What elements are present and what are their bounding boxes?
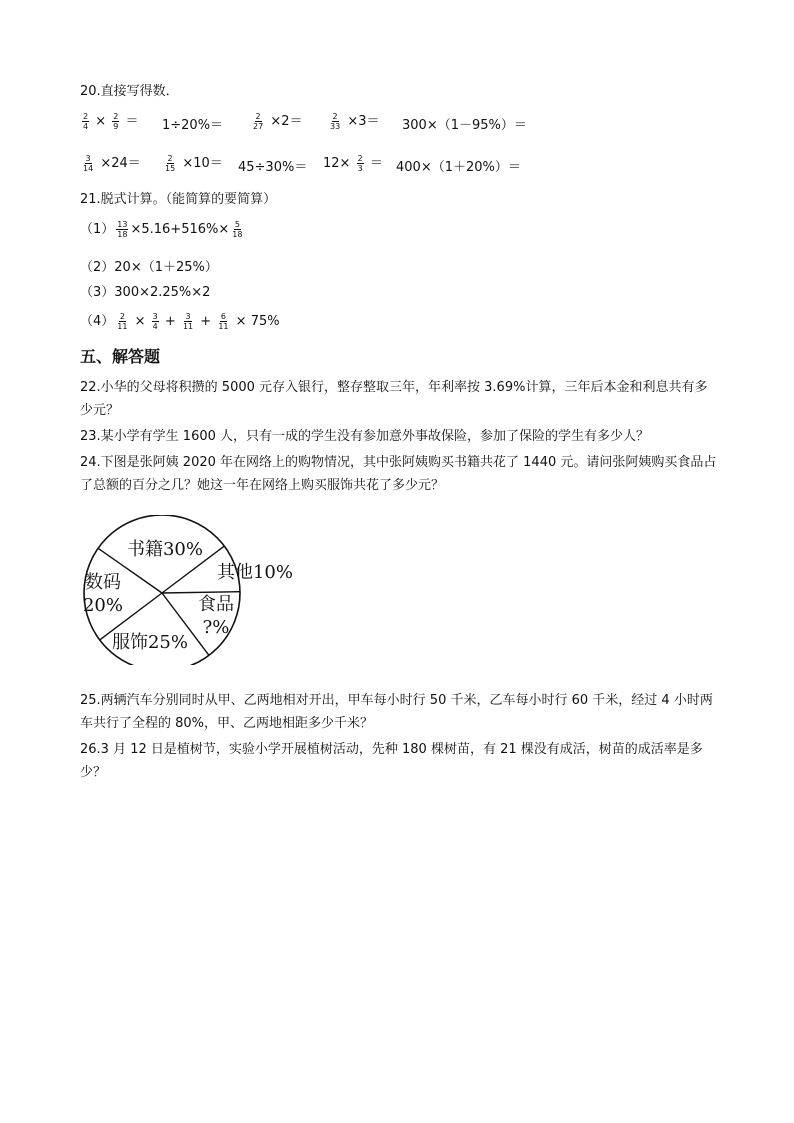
q20-item-2: 1÷20%＝: [162, 118, 224, 133]
q20-item-4: $\frac{2}{33}$ ×3＝: [330, 112, 380, 131]
q20-item-1: $\frac{2}{4}$ × $\frac{2}{9}$ ＝: [83, 112, 139, 131]
q22-text: 22.小华的父母将积攒的 5000 元存入银行，整存整取三年，年利率按 3.69%计算，三年后本金和利息共有多少元？: [80, 380, 708, 418]
fraction: $\frac{2}{4}$: [83, 112, 89, 131]
q20-item-8: 45÷30%＝: [238, 160, 308, 175]
q20-item-5: 300×（1－95%）＝: [402, 118, 527, 133]
q26-text: 26.3 月 12 日是植树节，实验小学开展植树活动，先种 180 棵树苗，有 21 棵没有成活，树苗的成活率是多少？: [80, 742, 703, 780]
pie-slice-boundary: [162, 592, 240, 593]
q21-part3: （3）300×2.25%×2: [80, 285, 211, 300]
pie-label-1: 书籍30%: [126, 539, 204, 560]
q21-title: 21.脱式计算。（能简算的要简算）: [80, 192, 277, 207]
q20-item-9: 12× $\frac{2}{3}$ ＝: [323, 154, 383, 173]
pie-label-4: 服饰25%: [111, 632, 189, 653]
q20-title: 20.直接写得数．: [80, 84, 179, 99]
pie-label-2: 其他10%: [216, 562, 294, 583]
q20-item-3: $\frac{2}{27}$ ×2＝: [253, 112, 303, 131]
q23-text: 23.某小学有学生 1600 人，只有一成的学生没有参加意外事故保险，参加了保险的学生有多少人？: [80, 429, 650, 444]
section-heading: 五、解答题: [80, 347, 161, 366]
q21-part4: （4） $\frac{2}{11}$ × $\frac{3}{4}$ + $\frac{3}{11}$ + $\frac{6}{11}$ × 75%: [80, 312, 280, 331]
q21-part1: （1） $\frac{13}{18}$ ×5.16+516%× $\frac{5}{18}$: [80, 220, 243, 239]
fraction: $\frac{2}{9}$: [113, 112, 119, 131]
q24-text: 24.下图是张阿姨 2020 年在网络上的购物情况，其中张阿姨购买书籍共花了 1440 元。请问张阿姨购买食品占了总额的百分之几？她这一年在网络上购买服饰共花了多少元？: [80, 455, 717, 493]
q25-text: 25.两辆汽车分别同时从甲、乙两地相对开出，甲车每小时行 50 千米，乙车每小时行 60 千米，经过 4 小时两车共行了全程的 80%，甲、乙两地相距多少千米？: [80, 693, 713, 731]
q20-item-10: 400×（1＋20%）＝: [396, 160, 521, 175]
pie-chart: [75, 515, 315, 665]
pie-label-5-name: 数码: [85, 572, 121, 593]
q20-item-6: $\frac{3}{14}$ ×24＝: [83, 154, 141, 173]
pie-label-3-value: ?%: [202, 617, 230, 638]
pie-label-3-name: 食品: [198, 594, 234, 615]
q21-part2: （2）20×（1＋25%）: [80, 260, 218, 275]
pie-label-5-value: 20%: [82, 595, 124, 616]
q20-item-7: $\frac{2}{15}$ ×10＝: [165, 154, 223, 173]
